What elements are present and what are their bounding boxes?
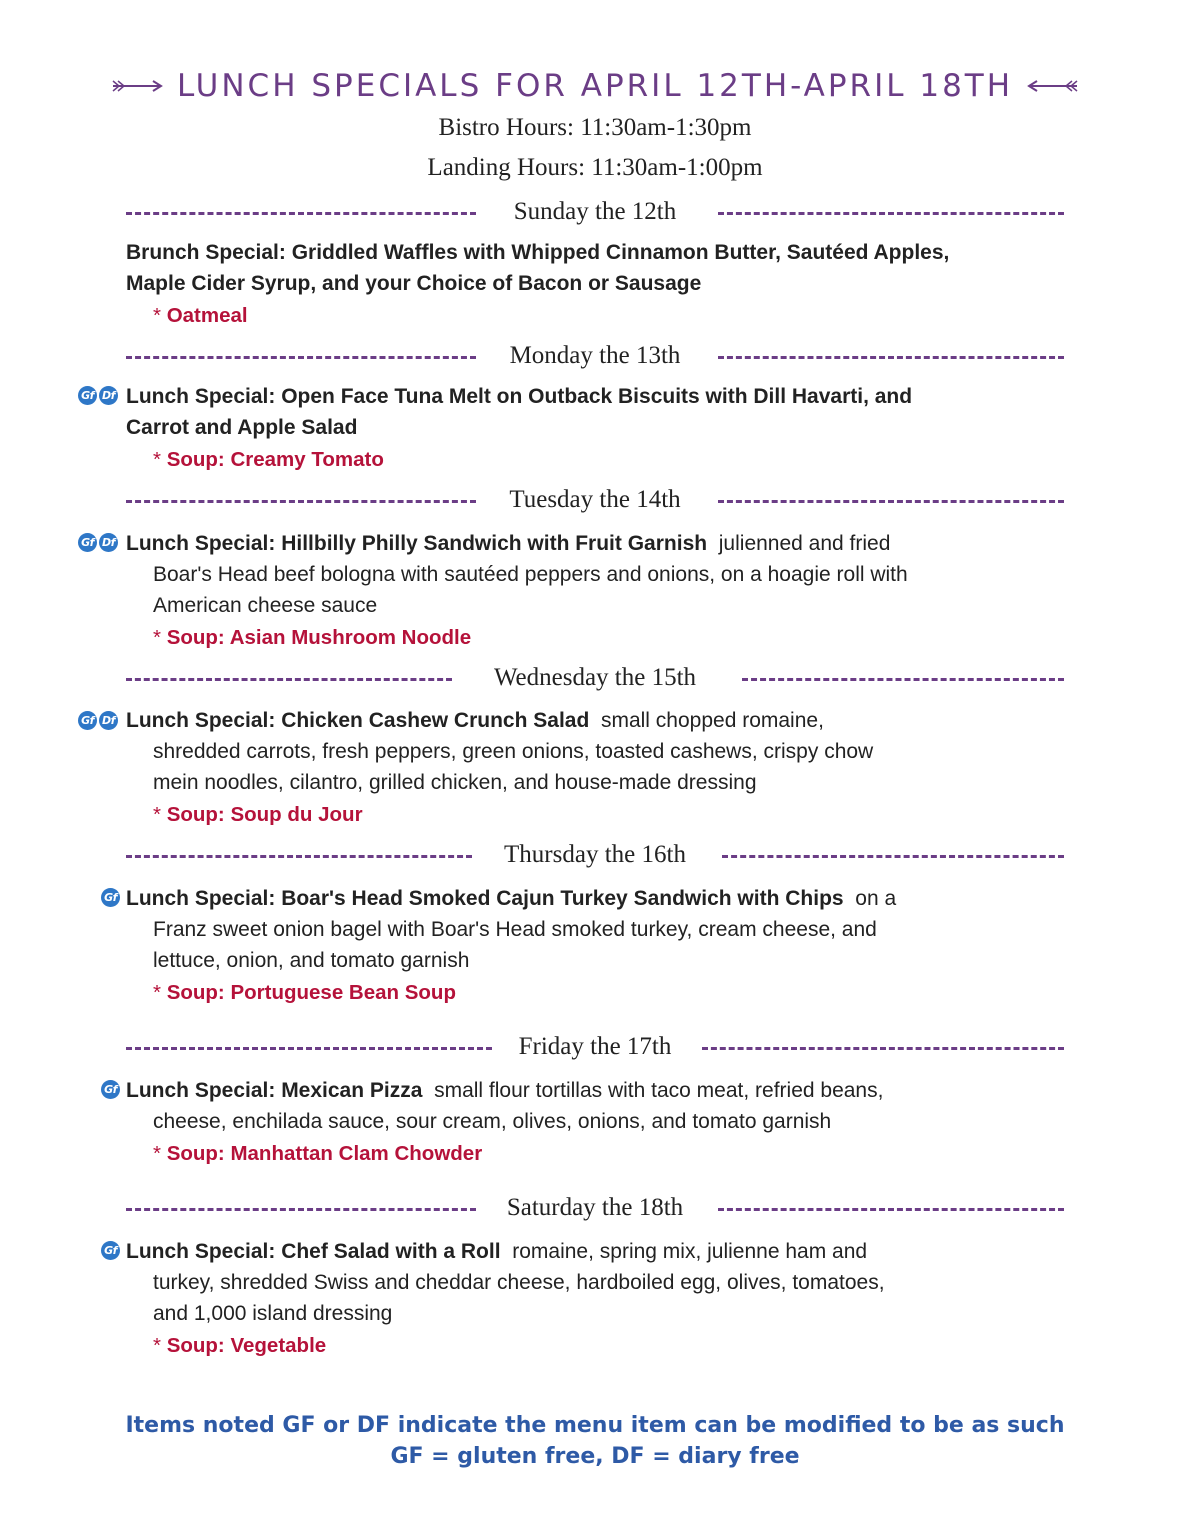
soup-line: * Soup: Soup du Jour <box>153 803 363 826</box>
special-line: Brunch Special: Griddled Waffles with Whipped Cinnamon Butter, Sautéed Apples, <box>126 241 950 264</box>
divider <box>126 678 452 681</box>
footer-note: Items noted GF or DF indicate the menu item can be modified to be as such <box>125 1413 1065 1438</box>
divider <box>126 356 476 359</box>
bistro-hours: Bistro Hours: 11:30am-1:30pm <box>438 114 752 141</box>
divider <box>722 855 1064 858</box>
special-monday: Lunch Special: Open Face Tuna Melt on Outback Biscuits with Dill Havarti, and Carrot and Apple Salad * Soup: Creamy Tomato <box>126 381 1066 477</box>
divider <box>126 1208 476 1211</box>
soup-line: * Soup: Creamy Tomato <box>153 448 384 471</box>
day-name: Sunday the 12th <box>513 198 677 225</box>
soup-line: * Soup: Asian Mushroom Noodle <box>153 626 472 649</box>
divider <box>702 1047 1064 1050</box>
soup-line: * Oatmeal <box>153 304 248 327</box>
divider <box>126 855 472 858</box>
special-wednesday: Lunch Special: Chicken Cashew Crunch Salad small chopped romaine, shredded carrots, fresh peppers, green onions, toasted cashews, crispy chow mein noodles, cilantro, grilled chicken, and house-made dressing * Soup: Soup du Jour <box>126 705 1066 832</box>
gf-badge-icon: Gf <box>101 1080 120 1099</box>
special-friday: Lunch Special: Mexican Pizza small flour tortillas with taco meat, refried beans, cheese, enchilada sauce, sour cream, olives, onions, and tomato garnish * Soup: Manhattan Clam Chowder <box>126 1075 1066 1171</box>
title-row <box>0 62 1190 110</box>
diet-badges <box>101 888 120 907</box>
diet-badges <box>78 386 118 405</box>
landing-hours: Landing Hours: 11:30am-1:00pm <box>427 154 763 181</box>
day-header-sunday <box>126 197 1064 227</box>
special-sunday <box>126 237 1066 333</box>
gf-badge-icon: Gf <box>78 533 97 552</box>
soup-line: * Soup: Vegetable <box>153 1334 327 1357</box>
diet-badges <box>78 533 118 552</box>
divider <box>718 500 1064 503</box>
diet-badges <box>101 1080 120 1099</box>
special-saturday: Lunch Special: Chef Salad with a Roll romaine, spring mix, julienne ham and turkey, shredded Swiss and cheddar cheese, hardboiled egg, olives, tomatoes, and 1,000 island dressing * Soup: Vegetable <box>126 1236 1066 1363</box>
soup-line: * Soup: Portuguese Bean Soup <box>153 981 456 1004</box>
footer-legend: GF = gluten free, DF = diary free <box>390 1444 800 1469</box>
page-title: LUNCH SPECIALS FOR APRIL 12TH-APRIL 18TH <box>176 68 1014 104</box>
diet-badges <box>101 1241 120 1260</box>
diet-badges <box>78 711 118 730</box>
divider <box>718 1208 1064 1211</box>
df-badge-icon: Df <box>99 386 118 405</box>
gf-badge-icon: Gf <box>78 711 97 730</box>
gf-badge-icon: Gf <box>101 888 120 907</box>
day-header-saturday <box>126 1193 1064 1223</box>
divider <box>718 356 1064 359</box>
day-header-wednesday <box>126 663 1064 693</box>
divider <box>126 212 476 215</box>
special-thursday: Lunch Special: Boar's Head Smoked Cajun Turkey Sandwich with Chips on a Franz sweet onion bagel with Boar's Head smoked turkey, cream cheese, and lettuce, onion, and tomato garnish * Soup: Portuguese Bean Soup <box>126 883 1066 1010</box>
soup-line: * Soup: Manhattan Clam Chowder <box>153 1142 483 1165</box>
day-header-thursday <box>126 840 1064 870</box>
gf-badge-icon: Gf <box>101 1241 120 1260</box>
divider <box>742 678 1064 681</box>
day-header-tuesday <box>126 485 1064 515</box>
divider <box>126 1047 492 1050</box>
day-name: Monday the 13th <box>509 342 681 369</box>
special-tuesday: Lunch Special: Hillbilly Philly Sandwich with Fruit Garnish julienned and fried Boar's Head beef bologna with sautéed peppers and onions, on a hoagie roll with American cheese sauce * Soup: Asian Mushroom Noodle <box>126 528 1066 655</box>
divider <box>718 212 1064 215</box>
day-name: Saturday the 18th <box>506 1194 684 1221</box>
day-header-monday <box>126 341 1064 371</box>
day-name: Wednesday the 15th <box>493 664 697 691</box>
divider <box>126 500 476 503</box>
day-header-friday <box>126 1032 1064 1062</box>
df-badge-icon: Df <box>99 533 118 552</box>
day-name: Tuesday the 14th <box>509 486 681 513</box>
df-badge-icon: Df <box>99 711 118 730</box>
day-name: Thursday the 16th <box>504 841 686 868</box>
arrow-right-icon <box>111 79 163 93</box>
arrow-left-icon <box>1027 79 1079 93</box>
special-line: Maple Cider Syrup, and your Choice of Bacon or Sausage <box>126 272 702 295</box>
gf-badge-icon: Gf <box>78 386 97 405</box>
day-name: Friday the 17th <box>518 1033 672 1060</box>
